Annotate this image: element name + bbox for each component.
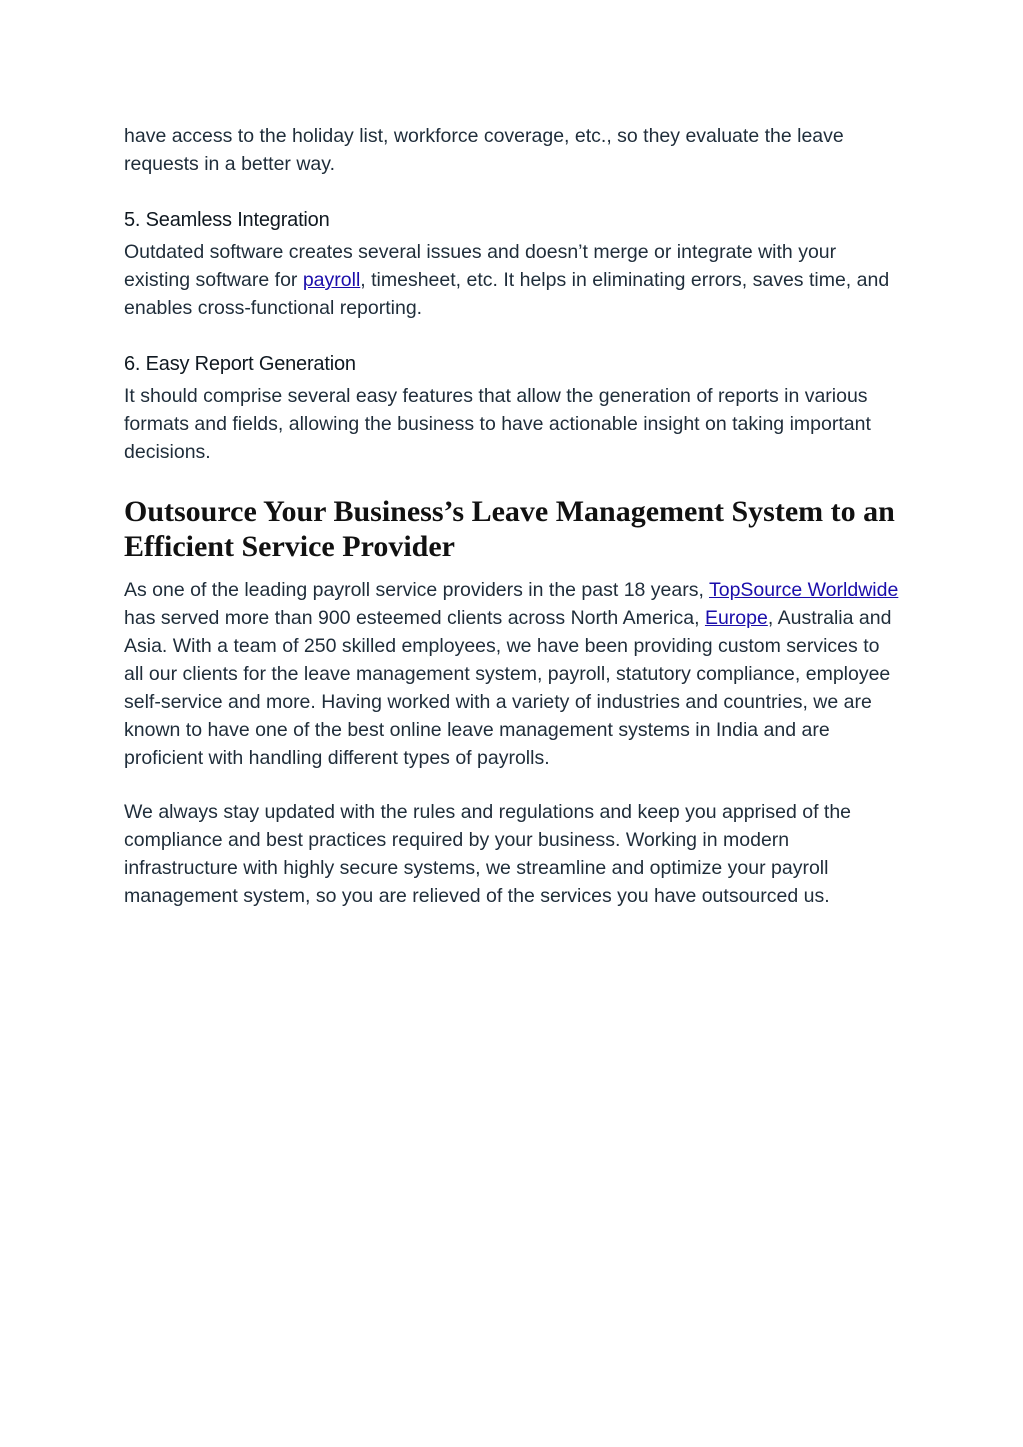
europe-link[interactable]: Europe (704, 607, 768, 629)
outsource-paragraph-2: We always stay updated with the rules and regulations and keep you apprised of the compliance and best practices required by your business. Working in modern infrastructure with highly secure systems, we streamline and optimize your payroll management system, so you are relieved of the services you have outsourced us. (124, 801, 852, 907)
section-easy-report-generation (124, 350, 904, 466)
section-heading: 5. Seamless Integration (124, 209, 330, 231)
topsource-worldwide-link[interactable]: TopSource Worldwide (708, 579, 899, 601)
section-paragraph: It should comprise several easy features that allow the generation of reports in various formats and fields, allowing the business to have actionable insight on taking important decisions. (124, 385, 871, 463)
payroll-link[interactable]: payroll (302, 269, 361, 291)
paragraph-text: has served more than 900 esteemed clients across North America, (124, 607, 705, 629)
section-heading: 6. Easy Report Generation (124, 353, 356, 375)
paragraph-text: , timesheet, etc. It helps in eliminating errors, saves time, and enables cross-functional reporting. (124, 269, 890, 319)
section-seamless-integration (124, 206, 904, 322)
paragraph-text: As one of the leading payroll service providers in the past 18 years, (124, 579, 709, 601)
outsource-paragraph-1 (124, 576, 904, 772)
document-page (124, 122, 904, 936)
outsource-heading: Outsource Your Business’s Leave Management System to an Efficient Service Provider (124, 495, 895, 563)
paragraph-text: , Australia and Asia. With a team of 250 skilled employees, we have been providing custom services to all our clients for the leave management system, payroll, statutory compliance, employee self-service and more. Having worked with a variety of industries and countries, we are known to have one of the best online leave management systems in India and are proficient with handling different types of payrolls. (124, 607, 892, 769)
section-paragraph (124, 238, 904, 322)
intro-paragraph: have access to the holiday list, workforce coverage, etc., so they evaluate the leave requests in a better way. (124, 125, 844, 175)
paragraph-text: Outdated software creates several issues and doesn’t merge or integrate with your existing software for (124, 241, 837, 291)
